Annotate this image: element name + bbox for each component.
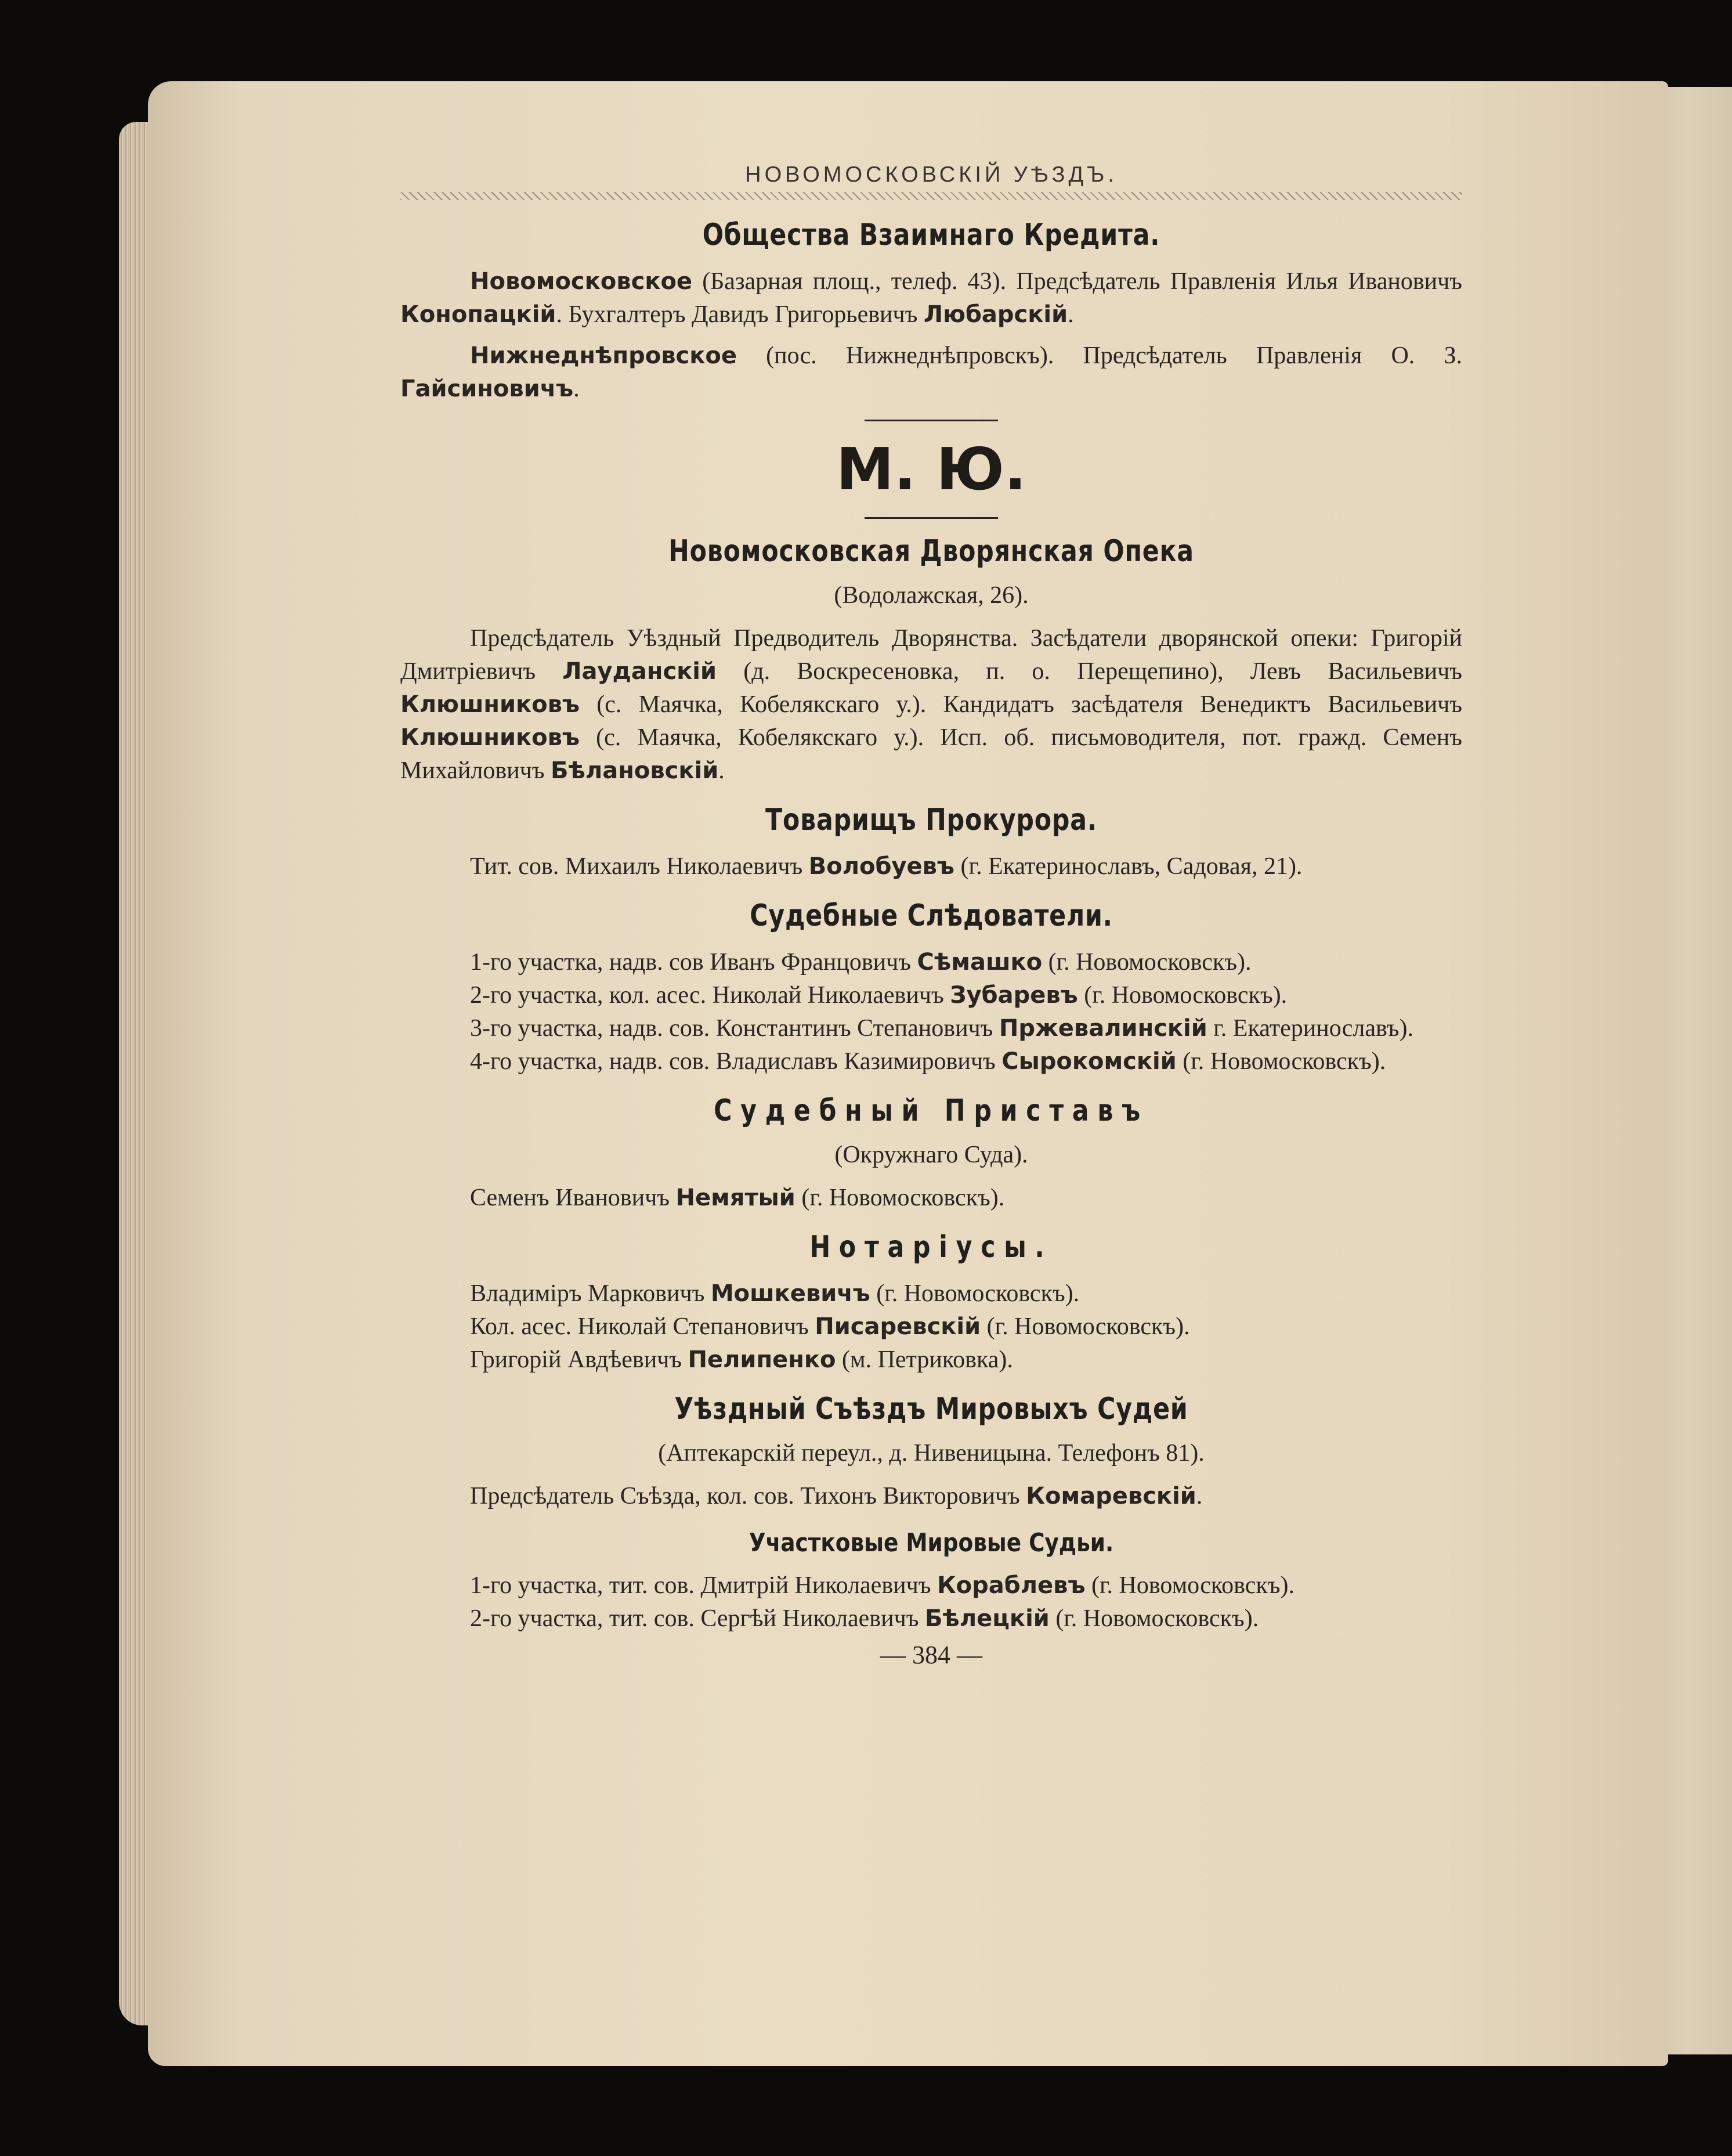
name: Пелипенко xyxy=(688,1346,836,1373)
name: Клюшниковъ xyxy=(400,691,580,718)
name: Нижнеднѣпровское xyxy=(470,342,737,369)
text: . xyxy=(1196,1483,1203,1509)
text: (с. Маячка, Кобелякскаго у.). Кандидатъ засѣдателя Венедиктъ Васильевичъ xyxy=(580,691,1462,718)
name: Лауданскій xyxy=(562,658,717,685)
text: Семенъ Ивановичъ xyxy=(470,1184,676,1211)
name: Немятый xyxy=(675,1184,796,1211)
name: Комаревскій xyxy=(1026,1483,1196,1509)
section-title-noble-guardianship: Новомосковская Дворянская Опека xyxy=(668,534,1194,569)
list-item xyxy=(400,979,1462,1012)
section-address: (Водолажская, 26). xyxy=(834,582,1029,609)
text: (г. Новомосковскъ). xyxy=(981,1313,1190,1340)
section-address: (Аптекарскій переул., д. Нивеницына. Телефонъ 81). xyxy=(658,1440,1205,1467)
name: Сѣмашко xyxy=(917,949,1043,976)
entry-congress-chair xyxy=(400,1480,1462,1513)
text: (д. Воскресеновка, п. о. Перещепино), Левъ Васильевичъ xyxy=(717,658,1462,685)
text: 2-го участка, кол. асес. Николай Николаевичъ xyxy=(470,982,950,1009)
name: Пржевалинскій xyxy=(999,1015,1207,1042)
text: (г. Новомосковскъ). xyxy=(870,1280,1080,1307)
name: Бѣлецкій xyxy=(924,1605,1050,1632)
entry-bailiff xyxy=(400,1182,1462,1215)
list-item xyxy=(400,946,1462,979)
text: Предсѣдатель Съѣзда, кол. сов. Тихонъ Викторовичъ xyxy=(470,1483,1026,1509)
list-item xyxy=(400,1012,1462,1045)
section-title-investigators: Судебные Слѣдователи. xyxy=(750,898,1113,933)
header-wavy-rule xyxy=(400,192,1462,200)
text: г. Екатеринославъ). xyxy=(1207,1015,1413,1042)
text: Тит. сов. Михаилъ Николаевичъ xyxy=(470,853,809,880)
text: Владиміръ Марковичъ xyxy=(470,1280,711,1307)
text: (г. Новомосковскъ). xyxy=(1042,949,1252,976)
list-item xyxy=(400,1602,1462,1635)
text: 1-го участка, тит. сов. Дмитрій Николаевичъ xyxy=(470,1572,937,1599)
text: 2-го участка, тит. сов. Сергѣй Николаевичъ xyxy=(470,1605,925,1632)
divider-rule xyxy=(865,517,998,519)
text: . xyxy=(1068,301,1074,328)
list-item xyxy=(400,1045,1462,1078)
entry-nizhnedneprovskoe xyxy=(400,340,1462,406)
entry-guardianship xyxy=(400,622,1462,788)
text: . xyxy=(718,757,725,784)
name: Любарскій xyxy=(923,301,1068,328)
text: (г. Новомосковскъ). xyxy=(1085,1572,1295,1599)
text: . Бухгалтеръ Давидъ Григорьевичъ xyxy=(556,301,924,328)
name: Новомосковское xyxy=(470,268,693,295)
page-number: — 384 — xyxy=(880,1641,982,1669)
text: (Базарная площ., телеф. 43). Предсѣдатель Правленія Илья Ивановичъ xyxy=(692,268,1462,295)
section-title-prosecutor: Товарищъ Прокурора. xyxy=(765,803,1097,837)
name: Волобуевъ xyxy=(808,853,954,880)
entry-novomoskovskoe xyxy=(400,265,1462,331)
running-header: НОВОМОСКОВСКІЙ УѢЗДЪ. xyxy=(745,162,1118,187)
section-address: (Окружнаго Суда). xyxy=(834,1142,1028,1168)
name: Писаревскій xyxy=(815,1313,981,1340)
text: . xyxy=(573,375,580,402)
text: (г. Новомосковскъ). xyxy=(1176,1048,1386,1075)
name: Сырокомскій xyxy=(1001,1048,1177,1075)
text: 3-го участка, надв. сов. Константинъ Степановичъ xyxy=(470,1015,999,1042)
name: Клюшниковъ xyxy=(400,724,580,751)
entry-prosecutor xyxy=(400,850,1462,883)
name: Конопацкій xyxy=(400,301,556,328)
text: (м. Петриковка). xyxy=(836,1346,1013,1373)
list-item xyxy=(400,1310,1462,1344)
list-item xyxy=(400,1277,1462,1310)
name: Кораблевъ xyxy=(936,1572,1086,1599)
text: (г. Новомосковскъ). xyxy=(795,1184,1005,1211)
text: 4-го участка, надв. сов. Владиславъ Казимировичъ xyxy=(470,1048,1002,1075)
text: (пос. Нижнеднѣпровскъ). Предсѣдатель Правленія О. З. xyxy=(736,342,1462,369)
section-title-bailiff: Судебный Приставъ xyxy=(714,1093,1149,1128)
section-title-credit-societies: Общества Взаимнаго Кредита. xyxy=(702,218,1160,252)
text: Кол. асес. Николай Степановичъ xyxy=(470,1313,815,1340)
text: (г. Екатеринославъ, Садовая, 21). xyxy=(954,853,1303,880)
name: Бѣлановскій xyxy=(551,757,719,784)
list-item xyxy=(400,1344,1462,1377)
section-title-notaries: Нотаріусы. xyxy=(809,1230,1053,1265)
section-title-justices-congress: Уѣздный Съѣздъ Мировыхъ Судей xyxy=(674,1392,1188,1427)
page-content xyxy=(400,157,1462,1996)
text: (г. Новомосковскъ). xyxy=(1049,1605,1259,1632)
ministry-heading: М. Ю. xyxy=(836,435,1026,503)
text: (г. Новомосковскъ). xyxy=(1077,982,1288,1009)
name: Гайсиновичъ xyxy=(400,375,574,402)
name: Мошкевичъ xyxy=(710,1280,870,1307)
text: 1-го участка, надв. сов Иванъ Францовичъ xyxy=(470,949,917,976)
text: Григорій Авдѣевичъ xyxy=(470,1346,688,1373)
list-item xyxy=(400,1569,1462,1602)
name: Зубаревъ xyxy=(950,982,1078,1009)
text: Предсѣдатель Уѣздный Предводитель Дворянства. Засѣдатели дворянской опеки: Григорій Дмитріевичъ xyxy=(400,625,1462,685)
text: (с. Маячка, Кобелякскаго у.). Исп. об. письмоводителя, пот. гражд. Семенъ Михайловичъ xyxy=(400,724,1462,784)
subsection-title-district-justices: Участковые Мировые Судьи. xyxy=(749,1528,1114,1558)
divider-rule xyxy=(865,420,998,421)
